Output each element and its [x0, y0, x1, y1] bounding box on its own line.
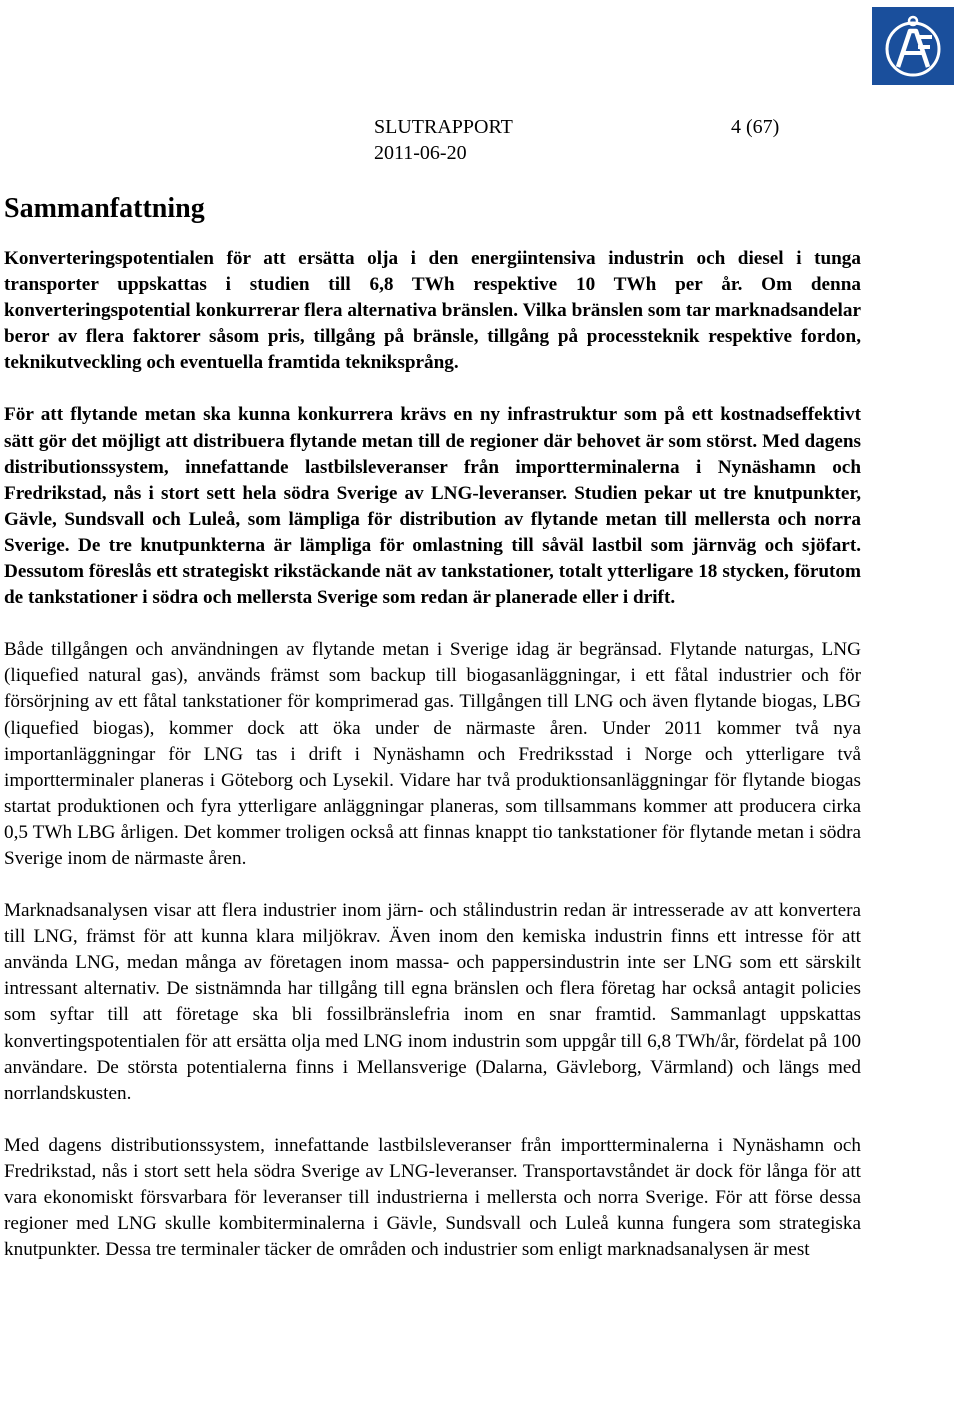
af-logo-icon [872, 7, 954, 85]
paragraph: Konverteringspotentialen för att ersätta olja i den energiintensiva industrin och diesel i tunga transporter uppskattas i studien till 6,8 TWh respektive 10 TWh per år. Om denna konverteringspotential konkurrerar flera alternativa bränslen. Vilka bränslen som tar marknadsandelar beror av flera faktorer såsom pris, tillgång på bränsle, tillgång på processteknik respektive fordon, teknikutveckling och eventuella framtida tekniksprång. [4, 248, 861, 374]
page-header [374, 115, 780, 165]
section-title: Sammanfattning [4, 193, 205, 224]
report-label: SLUTRAPPORT [374, 116, 513, 138]
report-date: 2011-06-20 [374, 142, 467, 164]
paragraph: Marknadsanalysen visar att flera industrier inom järn- och stålindustrin redan är intresserade av att konvertera till LNG, främst för att kunna klara miljökrav. Även inom den kemiska industrin finns ett intresse för att använda LNG, medan många av företagen inom massa- och pappersindustrin inte ser LNG som ett särskilt intressant alternativ. De sistnämnda har tillgång till egna bränslen och flera företag har också antagit policies som syftar till att företage ska bli fossilbränslefria inom en snar framtid. Sammanlagt uppskattas konvertingspotentialen för att ersätta olja med LNG inom industrin som uppgår till 6,8 TWh/år, fördelat på 100 användare. De största potentialerna finns i Mellansverige (Dalarna, Gävleborg, Värmland) och längs med norrlandskusten. [4, 900, 861, 1104]
paragraph: Med dagens distributionssystem, innefattande lastbilsleveranser från importterminalerna i Nynäshamn och Fredrikstad, nås i stort sett hela södra Sverige av LNG-leveranser. Transportavståndet är dock för långa för att vara ekonomiskt försvarbara för leveranser till industrierna i mellersta och norra Sverige. För att förse dessa regioner med LNG skulle kombiterminalerna i Gävle, Sundsvall och Luleå kunna fungera som strategiska knutpunkter. Dessa tre terminaler täcker de områden och industrier som enligt marknadsanalysen är mest [4, 1134, 861, 1261]
paragraph: För att flytande metan ska kunna konkurrera krävs en ny infrastruktur som på ett kostnadseffektivt sätt gör det möjligt att distribuera flytande metan till de regioner där behovet är som störst. Med dagens distributionssystem, innefattande lastbilsleveranser från importterminalerna i Nynäshamn och Fredrikstad, nås i stort sett hela södra Sverige av LNG-leveranser. Studien pekar ut tre knutpunkter, Gävle, Sundsvall och Luleå, som lämpliga för distribution av flytande metan till mellersta och norra Sverige. De tre knutpunkterna är lämpliga för omlastning till såväl lastbil som järnväg och sjöfart. Dessutom föreslås ett strategiskt rikstäckande nät av tankstationer, totalt ytterligare 18 stycken, förutom de tankstationer i södra och mellersta Sverige som redan är planerade eller i drift. [4, 404, 861, 609]
paragraph: Både tillgången och användningen av flytande metan i Sverige idag är begränsad. Flytande naturgas, LNG (liquefied natural gas), används främst som backup till biogasanläggningar, i ett fåtal industrier och för försörjning av ett fåtal tankstationer för komprimerad gas. Tillgången till LNG och även flytande biogas, LBG (liquefied biogas), kommer dock att öka under de närmaste åren. Under 2011 kommer två nya importanläggningar för LNG tas i drift i Nynäshamn och Fredriksstad i Norge och ytterligare två importterminaler planeras i Göteborg och Lysekil. Vidare har två produktionsanläggningar för flytande biogas startat produktionen och fyra ytterligare anläggningar planeras, som tillsammans kommer att producera cirka 0,5 TWh LBG årligen. Det kommer troligen också att finnas knappt tio tankstationer för flytande metan i södra Sverige inom de närmaste åren. [4, 639, 861, 869]
af-logo-graphic [872, 7, 954, 85]
page-number: 4 (67) [731, 116, 780, 138]
document-body [4, 246, 861, 1289]
